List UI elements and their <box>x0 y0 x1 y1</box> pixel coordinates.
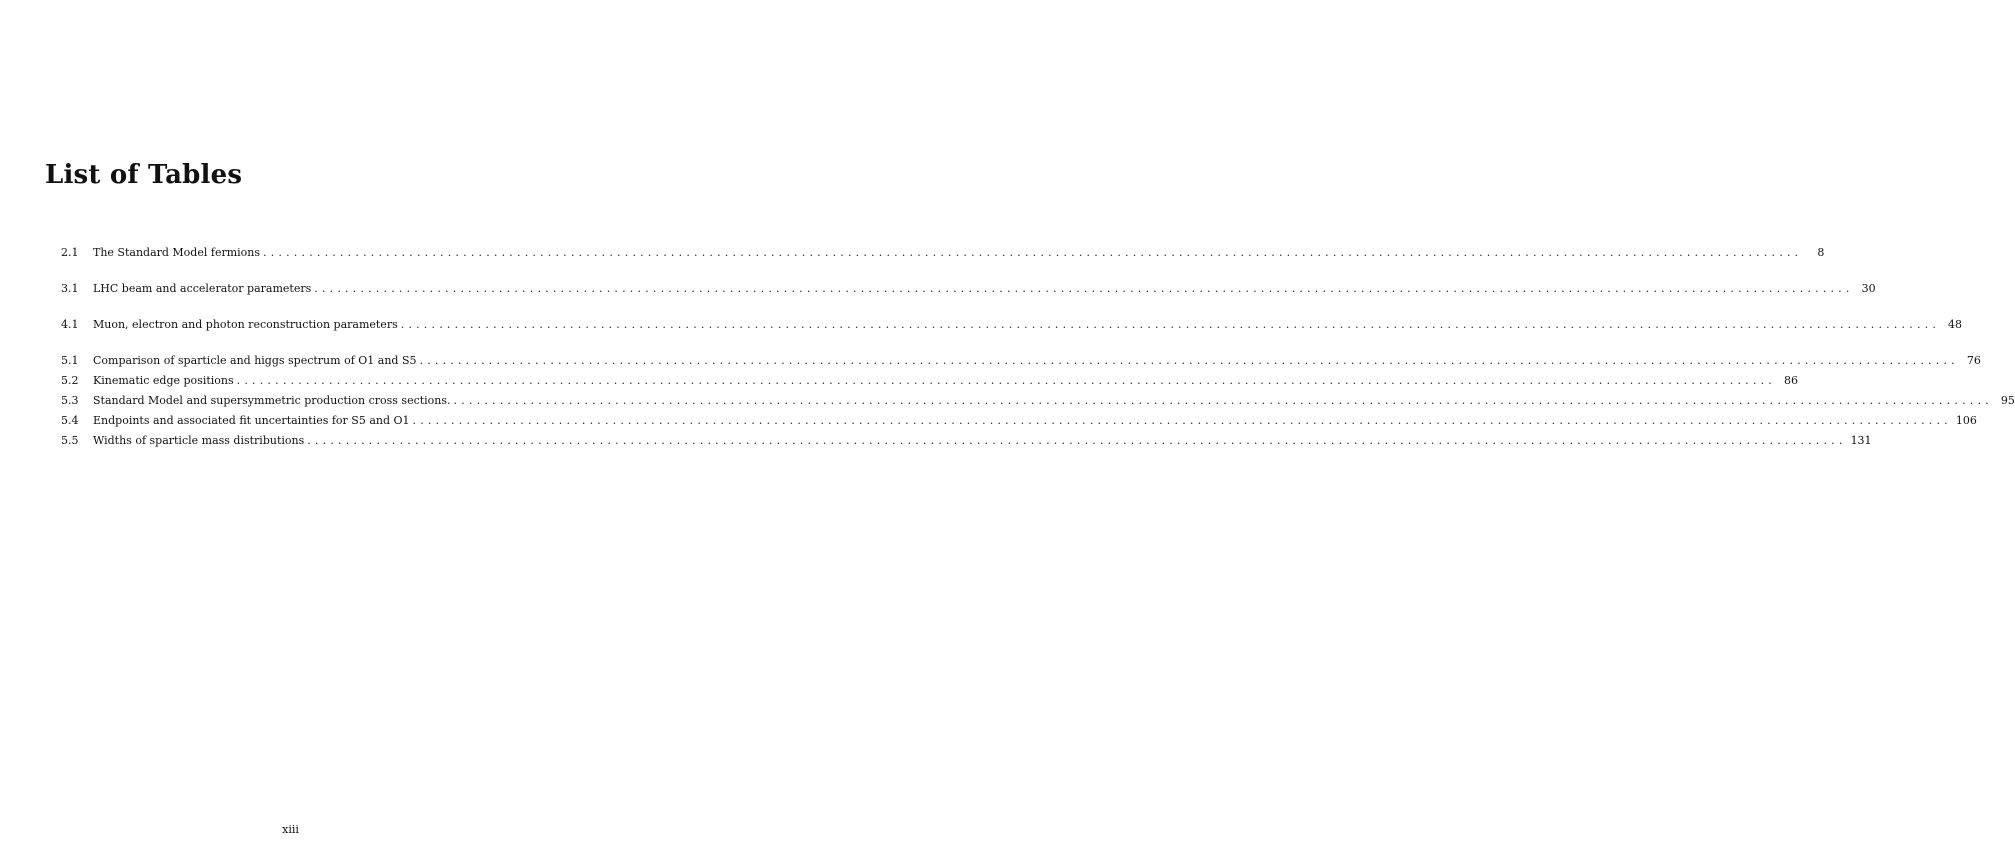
entry-number: 4.1 <box>61 318 79 331</box>
toc-entry[interactable] <box>61 351 1981 371</box>
toc-entry[interactable] <box>61 411 1977 431</box>
entry-title: The Standard Model fermions <box>93 246 261 259</box>
dot-leader: ........................................................................................................................................................................................................ <box>453 394 1993 407</box>
group-spacer <box>61 263 541 279</box>
dot-leader: ........................................................................................................................................................................................................ <box>236 374 1776 387</box>
toc-entry[interactable] <box>61 315 1963 335</box>
entry-number: 3.1 <box>61 282 79 295</box>
entry-title: Comparison of sparticle and higgs spectrum of O1 and S5 <box>93 354 417 367</box>
entry-number: 2.1 <box>61 246 79 259</box>
entry-number: 5.3 <box>61 394 79 407</box>
entry-page: 48 <box>1948 318 1963 331</box>
entry-page: 106 <box>1955 414 1977 427</box>
entry-title: Muon, electron and photon reconstruction parameters <box>93 318 398 331</box>
toc-entry[interactable] <box>61 391 2015 411</box>
dot-leader: ........................................................................................................................................................................................................ <box>307 434 1847 447</box>
group-spacer <box>61 335 541 351</box>
toc-entry[interactable] <box>61 431 1872 451</box>
entry-title: Endpoints and associated fit uncertainties for S5 and O1 <box>93 414 410 427</box>
entry-title: Standard Model and supersymmetric production cross sections. <box>93 394 451 407</box>
entry-title: LHC beam and accelerator parameters <box>93 282 312 295</box>
entry-title: Kinematic edge positions <box>93 374 234 387</box>
dot-leader: ........................................................................................................................................................................................................ <box>314 282 1854 295</box>
entry-page: 8 <box>1817 246 1825 259</box>
page-number: xiii <box>282 823 299 836</box>
dot-leader: ........................................................................................................................................................................................................ <box>400 318 1941 331</box>
entry-number: 5.4 <box>61 414 79 427</box>
entry-page: 131 <box>1850 434 1872 447</box>
entry-number: 5.5 <box>61 434 79 447</box>
entry-number: 5.2 <box>61 374 79 387</box>
dot-leader: ........................................................................................................................................................................................................ <box>412 414 1952 427</box>
dot-leader: ........................................................................................................................................................................................................ <box>419 354 1959 367</box>
entry-page: 95 <box>2000 394 2015 407</box>
toc-entry[interactable] <box>61 243 1825 263</box>
entry-page: 86 <box>1783 374 1798 387</box>
entry-title: Widths of sparticle mass distributions <box>93 434 305 447</box>
page-title: List of Tables <box>45 160 243 190</box>
dot-leader: ........................................................................................................................................................................................................ <box>263 246 1803 259</box>
entry-page: 30 <box>1861 282 1876 295</box>
toc-entry[interactable] <box>61 279 1876 299</box>
group-spacer <box>61 299 541 315</box>
list-of-tables <box>61 243 2015 451</box>
toc-entry[interactable] <box>61 371 1798 391</box>
entry-number: 5.1 <box>61 354 79 367</box>
entry-page: 76 <box>1966 354 1981 367</box>
